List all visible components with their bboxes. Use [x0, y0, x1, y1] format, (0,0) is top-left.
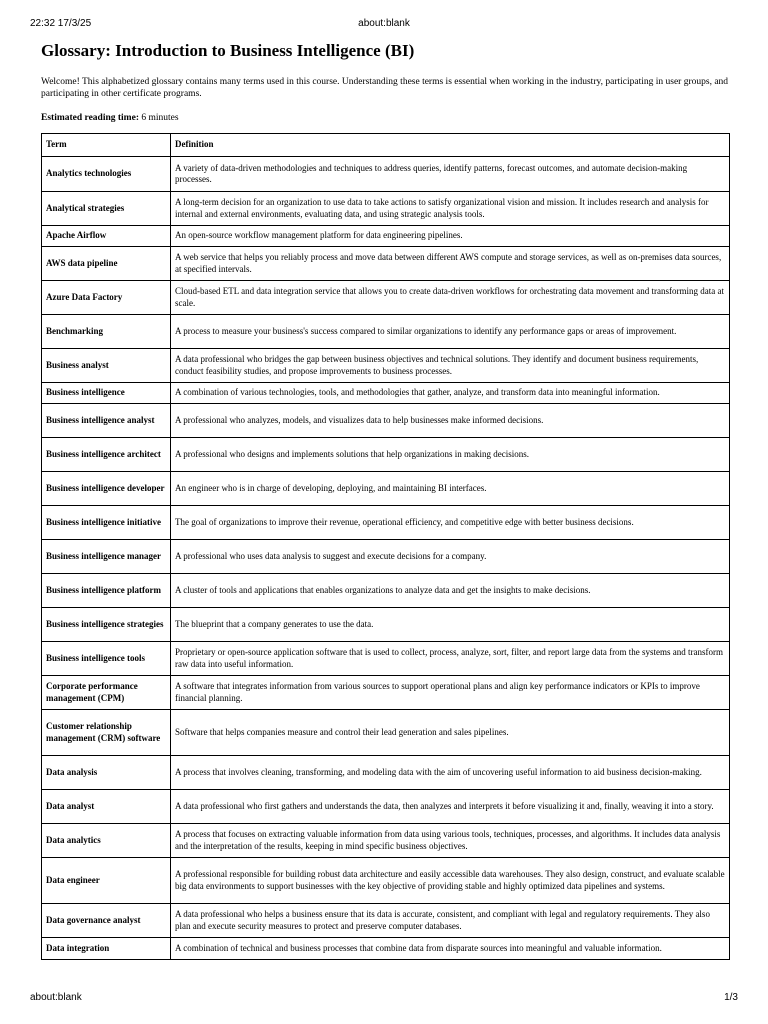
reading-time-label: Estimated reading time: — [41, 113, 139, 123]
glossary-definition: An engineer who is in charge of developing, deploying, and maintaining BI interfaces. — [171, 472, 730, 506]
glossary-definition: A data professional who helps a business ensure that its data is accurate, consistent, and compliant with legal and regulatory requirements. They also plan and execute security measures to protect and preserve computer databases. — [171, 904, 730, 938]
table-row — [42, 157, 730, 192]
glossary-term: Business intelligence strategies — [42, 608, 171, 642]
print-header — [30, 18, 738, 32]
table-row — [42, 438, 730, 472]
table-row — [42, 574, 730, 608]
glossary-definition: A professional responsible for building robust data architecture and easily accessible data warehouses. They also design, construct, and evaluate scalable big data environments to support businesses with the key objective of providing stable and highly optimized data pipelines and systems. — [171, 858, 730, 904]
glossary-term: Business intelligence analyst — [42, 404, 171, 438]
table-row — [42, 192, 730, 226]
glossary-rows — [42, 157, 730, 960]
glossary-definition: The blueprint that a company generates to use the data. — [171, 608, 730, 642]
glossary-term: Business intelligence initiative — [42, 506, 171, 540]
glossary-term: Business intelligence manager — [42, 540, 171, 574]
reading-time-value: 6 minutes — [141, 113, 179, 123]
glossary-page — [41, 40, 729, 960]
glossary-definition: Proprietary or open-source application software that is used to collect, process, analyze, sort, filter, and report large data from the systems and transform raw data into useful information. — [171, 642, 730, 676]
table-row — [42, 315, 730, 349]
page-title: Glossary: Introduction to Business Intelligence (BI) — [41, 41, 415, 60]
table-row — [42, 642, 730, 676]
glossary-definition: A process that focuses on extracting valuable information from data using various tools, techniques, processes, and algorithms. It includes data analysis and the interpretation of the results, keeping in mind specific business objectives. — [171, 824, 730, 858]
glossary-definition: A professional who analyzes, models, and visualizes data to help businesses make informed decisions. — [171, 404, 730, 438]
glossary-definition: Software that helps companies measure and control their lead generation and sales pipelines. — [171, 710, 730, 756]
glossary-term: Analytics technologies — [42, 157, 171, 192]
table-row — [42, 506, 730, 540]
glossary-term: AWS data pipeline — [42, 247, 171, 281]
glossary-definition: A variety of data-driven methodologies and techniques to address queries, identify patterns, forecast outcomes, and automate decision-making processes. — [171, 157, 730, 192]
table-row — [42, 824, 730, 858]
table-row — [42, 676, 730, 710]
glossary-term: Data engineer — [42, 858, 171, 904]
glossary-term: Benchmarking — [42, 315, 171, 349]
glossary-term: Business intelligence developer — [42, 472, 171, 506]
page-number: 1/3 — [724, 992, 738, 1003]
glossary-definition: A web service that helps you reliably process and move data between different AWS compute and storage services, as well as on-premises data sources, at specified intervals. — [171, 247, 730, 281]
footer-url: about:blank — [30, 992, 82, 1003]
table-row — [42, 858, 730, 904]
glossary-term: Data integration — [42, 938, 171, 960]
table-row — [42, 247, 730, 281]
table-row — [42, 540, 730, 574]
table-header-row — [42, 134, 730, 157]
glossary-definition: A process to measure your business's success compared to similar organizations to identify any performance gaps or areas of improvement. — [171, 315, 730, 349]
glossary-term: Business intelligence platform — [42, 574, 171, 608]
glossary-term: Data analytics — [42, 824, 171, 858]
glossary-table — [41, 133, 730, 960]
term-column-header: Term — [42, 134, 171, 157]
glossary-definition: A professional who uses data analysis to suggest and execute decisions for a company. — [171, 540, 730, 574]
glossary-term: Apache Airflow — [42, 226, 171, 247]
glossary-term: Business analyst — [42, 349, 171, 383]
table-row — [42, 938, 730, 960]
table-row — [42, 404, 730, 438]
print-footer — [30, 992, 738, 1006]
glossary-definition: A data professional who bridges the gap between business objectives and technical solutions. They identify and document business requirements, conduct feasibility studies, and propose improvements to business processes. — [171, 349, 730, 383]
glossary-definition: A data professional who first gathers and understands the data, then analyzes and interprets it before visualizing it and, finally, weaving it into a story. — [171, 790, 730, 824]
glossary-definition: Cloud-based ETL and data integration service that allows you to create data-driven workflows for orchestrating data movement and transforming data at scale. — [171, 281, 730, 315]
glossary-term: Business intelligence tools — [42, 642, 171, 676]
table-row — [42, 756, 730, 790]
glossary-term: Data governance analyst — [42, 904, 171, 938]
glossary-definition: A cluster of tools and applications that enables organizations to analyze data and get the insights to make decisions. — [171, 574, 730, 608]
glossary-term: Data analysis — [42, 756, 171, 790]
table-row — [42, 383, 730, 404]
glossary-definition: A combination of various technologies, tools, and methodologies that gather, analyze, and transform data into meaningful information. — [171, 383, 730, 404]
table-row — [42, 349, 730, 383]
glossary-term: Analytical strategies — [42, 192, 171, 226]
glossary-term: Azure Data Factory — [42, 281, 171, 315]
glossary-definition: The goal of organizations to improve their revenue, operational efficiency, and competitive edge with better business decisions. — [171, 506, 730, 540]
glossary-term: Data analyst — [42, 790, 171, 824]
table-row — [42, 281, 730, 315]
print-url: about:blank — [358, 18, 410, 29]
glossary-term: Customer relationship management (CRM) software — [42, 710, 171, 756]
table-row — [42, 790, 730, 824]
table-row — [42, 904, 730, 938]
table-row — [42, 472, 730, 506]
intro-paragraph: Welcome! This alphabetized glossary contains many terms used in this course. Understanding these terms is essential when working in the industry, participating in user groups, and participating in other certificate programs. — [41, 77, 729, 99]
table-row — [42, 226, 730, 247]
table-row — [42, 608, 730, 642]
print-datetime: 22:32 17/3/25 — [30, 18, 92, 29]
table-row — [42, 710, 730, 756]
glossary-term: Business intelligence — [42, 383, 171, 404]
glossary-definition: A process that involves cleaning, transforming, and modeling data with the aim of uncovering useful information to aid business decision-making. — [171, 756, 730, 790]
glossary-definition: A long-term decision for an organization to use data to take actions to satisfy organizational vision and mission. It includes research and analysis for internal and external environments, evaluating data, and using strategic analysis tools. — [171, 192, 730, 226]
reading-time — [41, 112, 729, 124]
glossary-definition: An open-source workflow management platform for data engineering pipelines. — [171, 226, 730, 247]
glossary-definition: A professional who designs and implements solutions that help organizations in making decisions. — [171, 438, 730, 472]
glossary-term: Business intelligence architect — [42, 438, 171, 472]
definition-column-header: Definition — [171, 134, 730, 157]
glossary-term: Corporate performance management (CPM) — [42, 676, 171, 710]
glossary-definition: A software that integrates information from various sources to support operational plans and align key performance indicators or KPIs to improve financial planning. — [171, 676, 730, 710]
glossary-definition: A combination of technical and business processes that combine data from disparate sources into meaningful and valuable information. — [171, 938, 730, 960]
